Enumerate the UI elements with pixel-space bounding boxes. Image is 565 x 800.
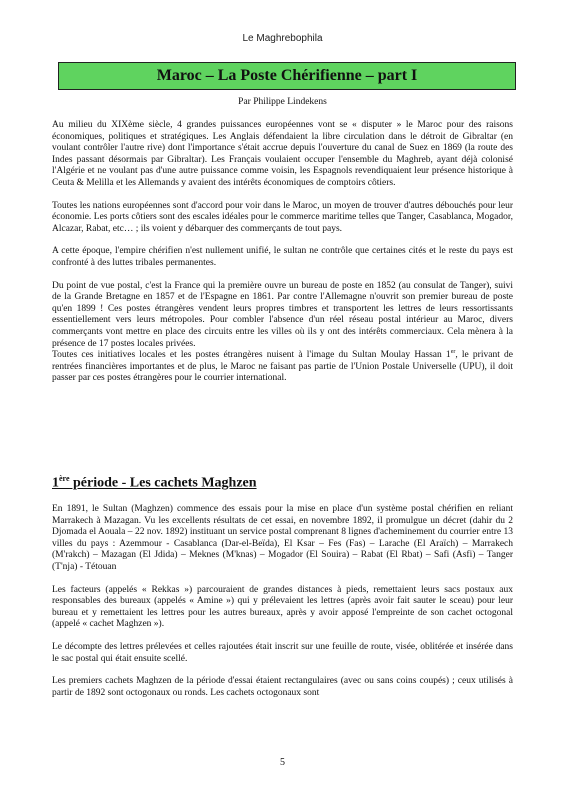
paragraph: Toutes les nations européennes sont d'accord pour voir dans le Maroc, un moyen de trouver d'autres débouchés pour leur économie. Les ports côtiers sont des escales idéales pour le commerce maritime telles que Tanger, Casablanca, Mogador, Alcazar, Rabat, etc… ; ils voient y débarquer des commerçants de tout pays. [52,200,513,234]
section-body [52,504,513,710]
section-number: 1 [52,475,59,491]
paragraph: Le décompte des lettres prélevées et celles rajoutées était inscrit sur une feuille de route, visée, oblitérée et insérée dans le sac postal qui était ensuite scellé. [52,641,513,664]
article-title: Maroc – La Poste Chérifienne – part I [156,67,418,84]
paragraph-text: , le privant de rentrées financières importantes et de plus, le Maroc ne faisant pas partie de l'Union Postale Universelle (UPU), il doit passer par ces postes étrangères pour le courrier international. [52,350,513,384]
superscript: er [450,348,456,355]
paragraph: Les premiers cachets Maghzen de la période d'essai étaient rectangulaires (avec ou sans coins coupés) ; ceux utilisés à partir de 1892 sont octogonaux ou ronds. Les cachets octogonaux sont [52,676,513,698]
paragraph [52,350,513,385]
running-header: Le Maghrebophila [242,33,323,44]
article-title-banner [58,62,516,90]
page-number: 5 [280,757,285,768]
paragraph: Du point de vue postal, c'est la France qui la première ouvre un bureau de poste en 1852 (au consulat de Tanger), suivi de la Grande Bretagne en 1857 et de l'Espagne en 1861. Par contre l'Allemagne n'ouvrit son premier bureau de poste qu'en 1899 ! Ces postes étrangères vendent leurs propres timbres et transportent les lettres de leurs ressortissants essentiellement vers leurs métropoles. Pour combler l'absence d'un réel réseau postal intérieur au Maroc, divers commerçants vont mettre en place des circuits entre les villes où ils y ont des intérêts commerciaux. Cela mènera à la présence de 17 postes locales privées. [52,280,513,349]
paragraph-text: Toutes ces initiatives locales et les postes étrangères nuisent à l'image du Sultan Moulay Hassan 1 [52,350,451,361]
paragraph: A cette époque, l'empire chérifien n'est nullement unifié, le sultan ne contrôle que certaines cités et le reste du pays est confronté à des luttes tribales permanentes. [52,246,513,268]
section-number-suffix: ère [59,474,70,483]
article-byline: Par Philippe Lindekens [238,97,327,107]
section-title: période - Les cachets Maghzen [69,475,257,491]
paragraph: Les facteurs (appelés « Rekkas ») parcouraient de grandes distances à pieds, remettaient leurs sacs postaux aux responsables des bureaux (appelés « Amine ») qui y prélevaient les lettres (après avoir fait sauter le sceau) pour leur bureau et y remettaient les lettres pour les autres bureaux, après y avoir apposé l'empreinte de son cachet octogonal (appelé « cachet Maghzen »). [52,584,513,630]
intro-section [52,120,513,396]
paragraph: Au milieu du XIXème siècle, 4 grandes puissances européennes vont se « disputer » le Maroc pour des raisons économiques, politiques et stratégiques. Les Anglais défendaient la libre circulation dans le détroit de Gibraltar (en voulant contrôler l'autre rive) dont l'importance s'était accrue depuis l'ouverture du canal de Suez en 1869 (la route des Indes passant désormais par Gibraltar). Les Français voulaient occuper l'ensemble du Maghreb, ayant déjà colonisé l'Algérie et ne voulant pas d'une autre puissance comme voisin, les Espagnols revendiquaient leur présence historique à Ceuta & Melilla et les Allemands y avaient des intérêts économiques de comptoirs côtiers. [52,120,513,188]
paragraph: En 1891, le Sultan (Maghzen) commence des essais pour la mise en place d'un système postal chérifien en reliant Marrakech à Mazagan. Vu les excellents résultats de cet essai, en novembre 1892, il promulgue un décret (dahir du 2 Djomada el Aouala – 22 nov. 1892) instituant un service postal comprenant 8 lignes d'acheminement du courrier entre 13 villes du pays : Azemmour - Casablanca (Dar-el-Beïda), El Ksar – Fes (Fas) – Larache (El Araïch) – Marrakech (M'rakch) – Mazagan (El Jdida) – Meknes (M'knas) – Mogador (El Souira) – Rabat (El Rbat) – Safi (Asfi) – Tanger (T'nja) - Tétouan [52,504,513,572]
section-heading [52,474,257,492]
